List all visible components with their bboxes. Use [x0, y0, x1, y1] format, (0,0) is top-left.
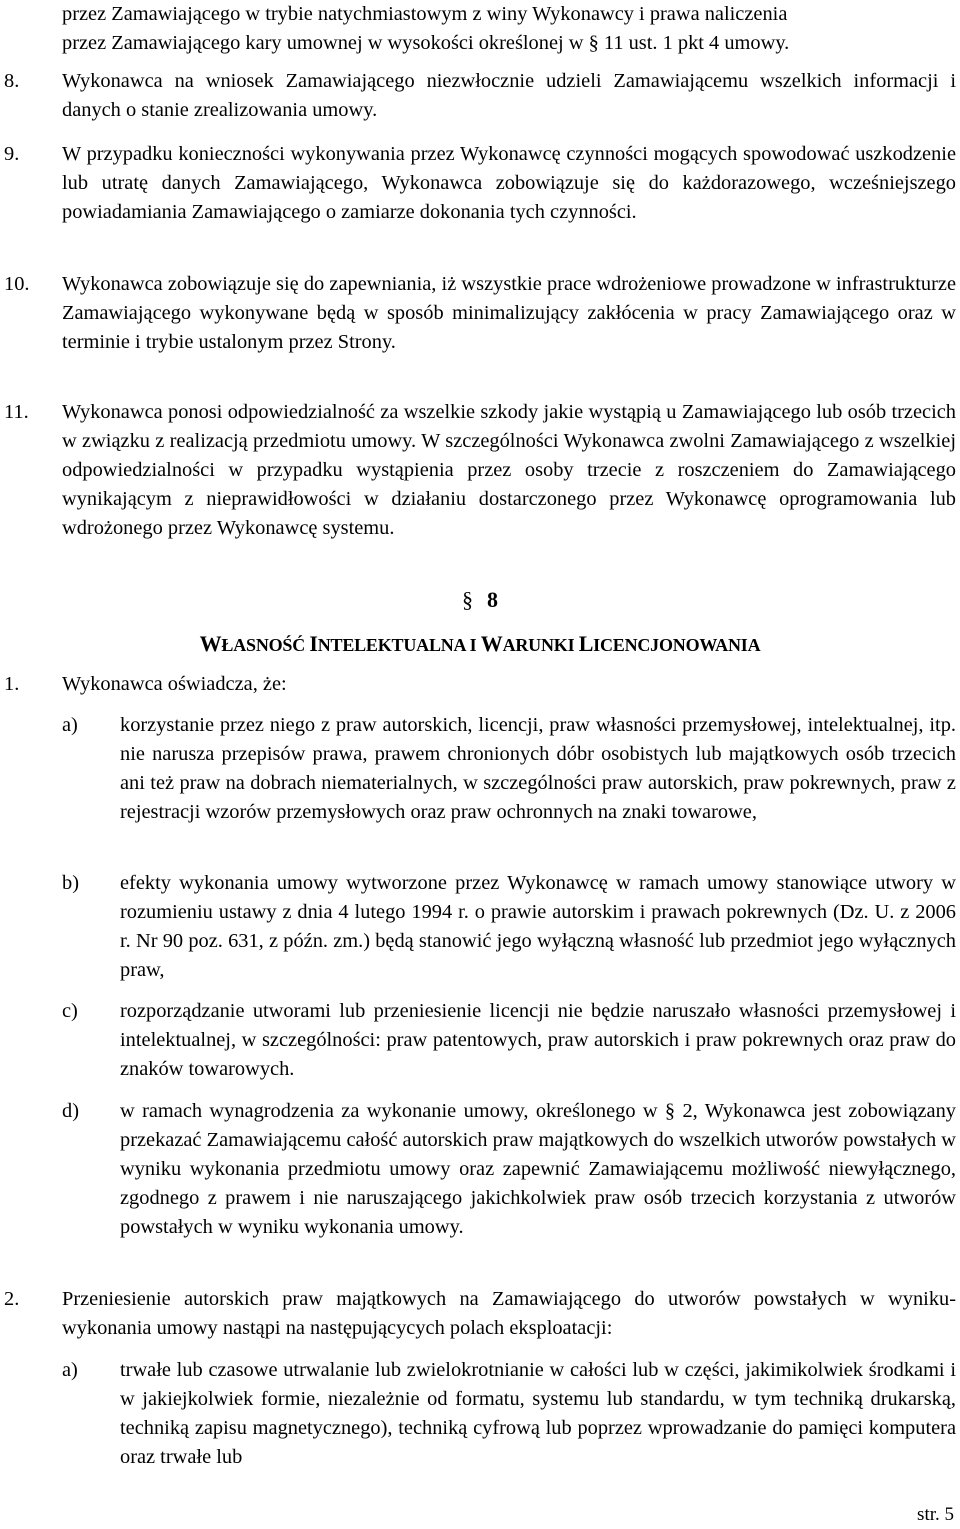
item-number: 8.: [4, 70, 20, 92]
sub-text: korzystanie przez niego z praw autorskich, licencji, praw własności przemysłowej, intelektualnej, itp. nie narusza przepisów prawa, prawem chronionych dóbr osobistych lub majątkowych osób trzecich ani też praw na dobrach niematerialnych, w szczególności praw autorskich, praw pokrewnych, praw z rejestracji wzorów przemysłowych oraz praw ochronnych na znaki towarowe,: [120, 714, 956, 823]
item-text: Wykonawca na wniosek Zamawiającego niezwłocznie udzieli Zamawiającemu wszelkich informacji i danych o stanie zrealizowania umowy.: [62, 70, 956, 121]
section-title: [0, 629, 960, 660]
section-number-value: 8: [487, 587, 498, 612]
section-title-part: ARUNKI: [502, 635, 579, 655]
page-number: str. 5: [917, 1504, 954, 1525]
section-number: [0, 585, 960, 614]
item-text: W przypadku konieczności wykonywania przez Wykonawcę czynności mogących spowodować uszkodzenie lub utratę danych Zamawiającego, Wykonawca zobowiązuje się do każdorazowego, wcześniejszego powiadamiania Zamawiającego o zamiarze dokonania tych czynności.: [62, 143, 956, 223]
sub-text: w ramach wynagrodzenia za wykonanie umowy, określonego w § 2, Wykonawca jest zobowiązany przekazać Zamawiającemu całość autorskich praw majątkowych do wszelkich utworów powstałych w wyniku wykonania przedmiotu umowy oraz zapewnić Zamawiającemu możliwość niewyłącznego, zgodnego z prawem i nie naruszającego jakichkolwiek praw osób trzecich korzystania z utworów powstałych w wyniku wykonania umowy.: [120, 1100, 956, 1238]
section-title-part: ICENCJONOWANIA: [593, 635, 761, 655]
item-text: Wykonawca zobowiązuje się do zapewniania, iż wszystkie prace wdrożeniowe prowadzone w infrastrukturze Zamawiającego wykonywane będą w sposób minimalizujący zakłócenia w pracy Zamawiającego oraz w terminie i trybie ustalonym przez Strony.: [62, 273, 956, 353]
point-number: 1.: [4, 673, 20, 695]
section-title-part: W: [480, 631, 503, 656]
intro-line-1: przez Zamawiającego w trybie natychmiastowym z winy Wykonawcy i prawa naliczenia: [62, 3, 788, 25]
sub-letter: b): [62, 872, 79, 894]
section-title-part: W: [199, 631, 222, 656]
section-title-part: ŁASNOŚĆ: [221, 635, 310, 655]
section-title-part: NTELEKTUALNA I: [317, 635, 481, 655]
point-text: Wykonawca oświadcza, że:: [62, 673, 287, 695]
item-text: Wykonawca ponosi odpowiedzialność za wszelkie szkody jakie wystąpią u Zamawiającego lub osób trzecich w związku z realizacją przedmiotu umowy. W szczególności Wykonawca zwolni Zamawiającego z wszelkiej odpowiedzialności w przypadku wystąpienia przez osoby trzecie z roszczeniem do Zamawiającego wynikającym z nieprawidłowości w działaniu dostarczonego przez Wykonawcę oprogramowania lub wdrożonego przez Wykonawcę systemu.: [62, 401, 956, 539]
item-number: 9.: [4, 143, 20, 165]
sub-letter: a): [62, 1359, 78, 1381]
section-title-part: I: [309, 631, 318, 656]
sub-letter: d): [62, 1100, 79, 1122]
sub-letter: c): [62, 1000, 78, 1022]
sub-text: efekty wykonania umowy wytworzone przez Wykonawcę w ramach umowy stanowiące utwory w rozumieniu ustawy z dnia 4 lutego 1994 r. o prawie autorskim i prawach pokrewnych (Dz. U. z 2006 r. Nr 90 poz. 631, z późn. zm.) będą stanowić jego wyłączną własność lub przedmiot jego wyłącznych praw,: [120, 872, 956, 981]
item-number: 10.: [4, 273, 30, 295]
intro-line-2: przez Zamawiającego kary umownej w wysokości określonej w § 11 ust. 1 pkt 4 umowy.: [62, 32, 790, 54]
section-symbol: §: [462, 587, 473, 612]
sub-text: rozporządzanie utworami lub przeniesienie licencji nie będzie naruszało własności przemysłowej i intelektualnej, w szczególności: praw patentowych, praw autorskich i praw pokrewnych oraz praw do znaków towarowych.: [120, 1000, 956, 1080]
section-title-part: L: [578, 631, 594, 656]
sub-text: trwałe lub czasowe utrwalanie lub zwielokrotnianie w całości lub w części, jakimikolwiek środkami i w jakiejkolwiek formie, niezależnie od formatu, systemu lub standardu, w tym techniką drukarską, techniką zapisu magnetycznego), techniką cyfrową lub poprzez wprowadzanie do pamięci komputera oraz trwałe lub: [120, 1359, 956, 1468]
item-number: 11.: [4, 401, 29, 423]
point-number: 2.: [4, 1288, 20, 1310]
point-text: Przeniesienie autorskich praw majątkowych na Zamawiającego do utworów powstałych w wyniku-wykonania umowy nastąpi na następującycych polach eksploatacji:: [62, 1288, 956, 1339]
sub-letter: a): [62, 714, 78, 736]
